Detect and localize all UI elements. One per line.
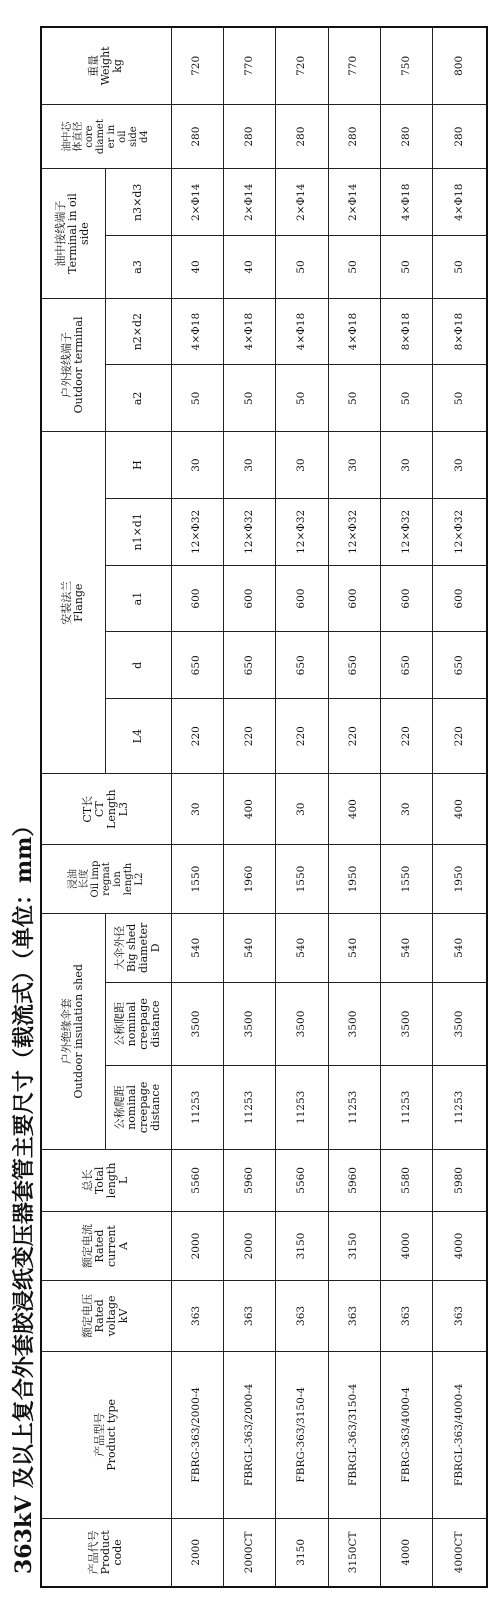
cell-voltage: 363 bbox=[433, 1280, 487, 1351]
table-row bbox=[380, 27, 432, 1587]
cell-weight: 800 bbox=[433, 27, 487, 104]
cell-length: 5960 bbox=[223, 1149, 275, 1212]
header-line: code bbox=[111, 1539, 125, 1566]
header-line: oil bbox=[117, 130, 129, 143]
cell-ct: 400 bbox=[328, 774, 380, 845]
header-line: Outdoor insulation shed bbox=[72, 964, 86, 1099]
header-row-1 bbox=[41, 27, 105, 1587]
header-current bbox=[41, 1212, 171, 1281]
page-title: 363kV 及以上复合外套胶浸纸变压器套管主要尺寸（载流式）（单位：mm） bbox=[11, 814, 37, 1574]
header-line: 重量 bbox=[87, 54, 101, 77]
cell-a3: 40 bbox=[223, 236, 275, 299]
cell-L4: 220 bbox=[171, 699, 223, 774]
header-line: Product type bbox=[105, 1398, 119, 1471]
cell-a2: 50 bbox=[276, 365, 328, 432]
table-row bbox=[276, 27, 328, 1587]
cell-length: 5560 bbox=[171, 1149, 223, 1212]
header-line: CT bbox=[93, 801, 107, 818]
header-a1: a1 bbox=[105, 565, 171, 632]
cell-shed: 540 bbox=[380, 913, 432, 982]
cell-n3d3: 2×Φ14 bbox=[171, 169, 223, 236]
cell-n2d2: 4×Φ18 bbox=[328, 298, 380, 365]
cell-shed: 540 bbox=[223, 913, 275, 982]
header-line: Oil imp bbox=[89, 860, 101, 898]
cell-ct: 30 bbox=[171, 774, 223, 845]
header-line: side bbox=[128, 126, 140, 147]
cell-a2: 50 bbox=[433, 365, 487, 432]
header-line: 总长 bbox=[81, 1169, 95, 1192]
cell-weight: 720 bbox=[276, 27, 328, 104]
cell-L4: 220 bbox=[276, 699, 328, 774]
cell-H: 30 bbox=[380, 432, 432, 499]
cell-d: 650 bbox=[171, 632, 223, 699]
header-line: diamet bbox=[95, 119, 107, 155]
table-body bbox=[171, 27, 487, 1587]
header-line: nominal bbox=[124, 1001, 138, 1047]
table-row bbox=[328, 27, 380, 1587]
header-line: Length bbox=[105, 789, 119, 829]
cell-code: 4000CT bbox=[433, 1518, 487, 1587]
dimension-table bbox=[40, 26, 488, 1588]
header-core-diameter bbox=[41, 104, 171, 169]
header-line: A bbox=[117, 1242, 131, 1251]
header-shed-diameter bbox=[105, 913, 171, 982]
cell-d4: 280 bbox=[433, 104, 487, 169]
cell-creep2: 3500 bbox=[328, 982, 380, 1065]
cell-n1d1: 12×Φ32 bbox=[328, 498, 380, 565]
cell-n2d2: 4×Φ18 bbox=[171, 298, 223, 365]
cell-type: FBRGL-363/3150-4 bbox=[328, 1351, 380, 1518]
header-line: 油中芯 bbox=[62, 121, 74, 152]
header-line: Outdoor terminal bbox=[72, 316, 86, 414]
cell-current: 2000 bbox=[171, 1212, 223, 1281]
cell-length: 5580 bbox=[380, 1149, 432, 1212]
cell-creep1: 11253 bbox=[276, 1066, 328, 1149]
header-line: distance bbox=[149, 1083, 163, 1131]
cell-current: 4000 bbox=[433, 1212, 487, 1281]
cell-type: FBRG-363/4000-4 bbox=[380, 1351, 432, 1518]
cell-d: 650 bbox=[223, 632, 275, 699]
cell-voltage: 363 bbox=[328, 1280, 380, 1351]
header-line: 油中接线端子 bbox=[54, 200, 68, 267]
cell-oil: 1950 bbox=[328, 845, 380, 914]
cell-weight: 770 bbox=[328, 27, 380, 104]
cell-d: 650 bbox=[276, 632, 328, 699]
cell-current: 4000 bbox=[380, 1212, 432, 1281]
cell-shed: 540 bbox=[171, 913, 223, 982]
cell-creep1: 11253 bbox=[223, 1066, 275, 1149]
header-line: L3 bbox=[117, 802, 131, 817]
cell-n2d2: 8×Φ18 bbox=[380, 298, 432, 365]
header-line: 额定电压 bbox=[81, 1293, 95, 1338]
header-line: 公称爬距 bbox=[112, 1085, 126, 1130]
header-line: regnat bbox=[100, 862, 112, 896]
cell-ct: 30 bbox=[276, 774, 328, 845]
header-line: Terminal in oil bbox=[66, 193, 80, 274]
cell-a2: 50 bbox=[223, 365, 275, 432]
cell-shed: 540 bbox=[433, 913, 487, 982]
cell-weight: 750 bbox=[380, 27, 432, 104]
cell-n3d3: 4×Φ18 bbox=[433, 169, 487, 236]
cell-code: 4000 bbox=[380, 1518, 432, 1587]
header-line: nominal bbox=[124, 1084, 138, 1130]
header-flange bbox=[41, 432, 105, 774]
header-line: L bbox=[117, 1176, 131, 1185]
header-line: current bbox=[105, 1225, 119, 1267]
cell-code: 3150 bbox=[276, 1518, 328, 1587]
cell-code: 2000CT bbox=[223, 1518, 275, 1587]
cell-a3: 40 bbox=[171, 236, 223, 299]
header-line: kg bbox=[111, 59, 125, 73]
cell-H: 30 bbox=[433, 432, 487, 499]
header-line: 浸油 bbox=[67, 869, 79, 890]
header-line: 体直径 bbox=[73, 121, 85, 152]
cell-d4: 280 bbox=[171, 104, 223, 169]
header-a3: a3 bbox=[105, 236, 171, 299]
cell-oil: 1960 bbox=[223, 845, 275, 914]
header-a2: a2 bbox=[105, 365, 171, 432]
header-line: creepage bbox=[137, 1081, 150, 1134]
cell-L4: 220 bbox=[433, 699, 487, 774]
header-line: creepage bbox=[137, 998, 150, 1050]
cell-H: 30 bbox=[171, 432, 223, 499]
cell-code: 2000 bbox=[171, 1518, 223, 1587]
header-line: side bbox=[78, 222, 92, 245]
cell-n2d2: 8×Φ18 bbox=[433, 298, 487, 365]
cell-current: 2000 bbox=[223, 1212, 275, 1281]
header-oil-terminal bbox=[41, 169, 105, 298]
cell-voltage: 363 bbox=[171, 1280, 223, 1351]
header-line: 产品代号 bbox=[87, 1530, 101, 1575]
header-line: Product bbox=[99, 1530, 113, 1575]
cell-code: 3150CT bbox=[328, 1518, 380, 1587]
header-line: Weight bbox=[99, 46, 113, 86]
cell-creep1: 11253 bbox=[328, 1066, 380, 1149]
cell-d4: 280 bbox=[380, 104, 432, 169]
table-row bbox=[223, 27, 275, 1587]
header-outdoor-terminal bbox=[41, 298, 105, 431]
cell-n3d3: 2×Φ14 bbox=[328, 169, 380, 236]
cell-a1: 600 bbox=[380, 565, 432, 632]
cell-weight: 720 bbox=[171, 27, 223, 104]
cell-a3: 50 bbox=[433, 236, 487, 299]
cell-d4: 280 bbox=[276, 104, 328, 169]
header-line: er in bbox=[106, 124, 118, 149]
cell-a3: 50 bbox=[328, 236, 380, 299]
cell-a1: 600 bbox=[171, 565, 223, 632]
header-creepage-1 bbox=[105, 1066, 171, 1149]
cell-ct: 30 bbox=[380, 774, 432, 845]
cell-voltage: 363 bbox=[276, 1280, 328, 1351]
cell-a1: 600 bbox=[276, 565, 328, 632]
header-n3d3: n3×d3 bbox=[105, 169, 171, 236]
cell-length: 5560 bbox=[276, 1149, 328, 1212]
cell-shed: 540 bbox=[328, 913, 380, 982]
cell-current: 3150 bbox=[328, 1212, 380, 1281]
cell-voltage: 363 bbox=[380, 1280, 432, 1351]
cell-H: 30 bbox=[328, 432, 380, 499]
header-line: 长度 bbox=[78, 869, 90, 890]
header-line: 产品型号 bbox=[93, 1412, 107, 1457]
cell-n3d3: 2×Φ14 bbox=[223, 169, 275, 236]
cell-a2: 50 bbox=[380, 365, 432, 432]
cell-creep2: 3500 bbox=[276, 982, 328, 1065]
header-line: diameter bbox=[137, 922, 150, 973]
header-line: length bbox=[105, 1162, 119, 1199]
cell-creep2: 3500 bbox=[380, 982, 432, 1065]
table-row bbox=[171, 27, 223, 1587]
cell-H: 30 bbox=[223, 432, 275, 499]
header-L4: L4 bbox=[105, 699, 171, 774]
cell-L4: 220 bbox=[380, 699, 432, 774]
cell-voltage: 363 bbox=[223, 1280, 275, 1351]
header-ct-length bbox=[41, 774, 171, 845]
header-type bbox=[41, 1351, 171, 1518]
cell-creep2: 3500 bbox=[433, 982, 487, 1065]
cell-creep1: 11253 bbox=[433, 1066, 487, 1149]
cell-d4: 280 bbox=[328, 104, 380, 169]
cell-d4: 280 bbox=[223, 104, 275, 169]
cell-type: FBRGL-363/4000-4 bbox=[433, 1351, 487, 1518]
header-line: 安装法兰 bbox=[60, 580, 74, 625]
cell-creep2: 3500 bbox=[223, 982, 275, 1065]
cell-length: 5960 bbox=[328, 1149, 380, 1212]
cell-creep1: 11253 bbox=[380, 1066, 432, 1149]
cell-current: 3150 bbox=[276, 1212, 328, 1281]
header-line: kV bbox=[117, 1308, 131, 1324]
header-H: H bbox=[105, 432, 171, 499]
cell-L4: 220 bbox=[328, 699, 380, 774]
cell-a2: 50 bbox=[171, 365, 223, 432]
header-length bbox=[41, 1149, 171, 1212]
cell-type: FBRG-363/3150-4 bbox=[276, 1351, 328, 1518]
header-line: voltage bbox=[105, 1295, 119, 1337]
header-line: 公称爬距 bbox=[112, 1001, 126, 1046]
header-outdoor-shed bbox=[41, 913, 105, 1149]
cell-weight: 770 bbox=[223, 27, 275, 104]
header-n2d2: n2×d2 bbox=[105, 298, 171, 365]
header-creepage-2 bbox=[105, 982, 171, 1065]
cell-n2d2: 4×Φ18 bbox=[276, 298, 328, 365]
header-line: length bbox=[122, 862, 134, 896]
header-line: d4 bbox=[139, 130, 151, 143]
header-n1d1: n1×d1 bbox=[105, 498, 171, 565]
cell-d: 650 bbox=[433, 632, 487, 699]
header-line: Flange bbox=[72, 583, 86, 622]
header-voltage bbox=[41, 1280, 171, 1351]
cell-a2: 50 bbox=[328, 365, 380, 432]
cell-a1: 600 bbox=[223, 565, 275, 632]
header-line: Rated bbox=[93, 1229, 107, 1263]
header-line: Big shed bbox=[124, 923, 138, 973]
cell-n1d1: 12×Φ32 bbox=[276, 498, 328, 565]
header-line: core bbox=[84, 125, 96, 148]
header-code bbox=[41, 1518, 171, 1587]
cell-oil: 1950 bbox=[433, 845, 487, 914]
header-line: Total bbox=[93, 1166, 107, 1195]
header-line: 户外接线端子 bbox=[60, 331, 74, 398]
table-row bbox=[433, 27, 487, 1587]
cell-oil: 1550 bbox=[380, 845, 432, 914]
header-line: D bbox=[149, 943, 163, 953]
cell-ct: 400 bbox=[223, 774, 275, 845]
cell-ct: 400 bbox=[433, 774, 487, 845]
cell-H: 30 bbox=[276, 432, 328, 499]
header-line: ion bbox=[111, 871, 123, 887]
dimension-table-wrapper bbox=[40, 26, 488, 1588]
cell-length: 5980 bbox=[433, 1149, 487, 1212]
cell-oil: 1550 bbox=[171, 845, 223, 914]
header-line: distance bbox=[149, 1000, 163, 1048]
cell-n3d3: 2×Φ14 bbox=[276, 169, 328, 236]
header-d: d bbox=[105, 632, 171, 699]
cell-creep2: 3500 bbox=[171, 982, 223, 1065]
header-line: CT长 bbox=[81, 795, 95, 823]
cell-oil: 1550 bbox=[276, 845, 328, 914]
header-line: L2 bbox=[133, 872, 145, 886]
cell-n1d1: 12×Φ32 bbox=[380, 498, 432, 565]
header-line: 户外绝缘伞套 bbox=[60, 998, 74, 1065]
cell-d: 650 bbox=[328, 632, 380, 699]
cell-n1d1: 12×Φ32 bbox=[433, 498, 487, 565]
header-oil-length bbox=[41, 845, 171, 914]
cell-shed: 540 bbox=[276, 913, 328, 982]
header-line: 大伞外径 bbox=[112, 925, 126, 970]
cell-n3d3: 4×Φ18 bbox=[380, 169, 432, 236]
cell-a1: 600 bbox=[328, 565, 380, 632]
header-line: Rated bbox=[93, 1299, 107, 1333]
cell-creep1: 11253 bbox=[171, 1066, 223, 1149]
cell-type: FBRG-363/2000-4 bbox=[171, 1351, 223, 1518]
header-weight bbox=[41, 27, 171, 104]
cell-L4: 220 bbox=[223, 699, 275, 774]
cell-a1: 600 bbox=[433, 565, 487, 632]
cell-n1d1: 12×Φ32 bbox=[223, 498, 275, 565]
cell-n1d1: 12×Φ32 bbox=[171, 498, 223, 565]
cell-type: FBRGL-363/2000-4 bbox=[223, 1351, 275, 1518]
cell-a3: 50 bbox=[380, 236, 432, 299]
cell-a3: 50 bbox=[276, 236, 328, 299]
cell-d: 650 bbox=[380, 632, 432, 699]
cell-n2d2: 4×Φ18 bbox=[223, 298, 275, 365]
header-line: 额定电流 bbox=[81, 1224, 95, 1269]
